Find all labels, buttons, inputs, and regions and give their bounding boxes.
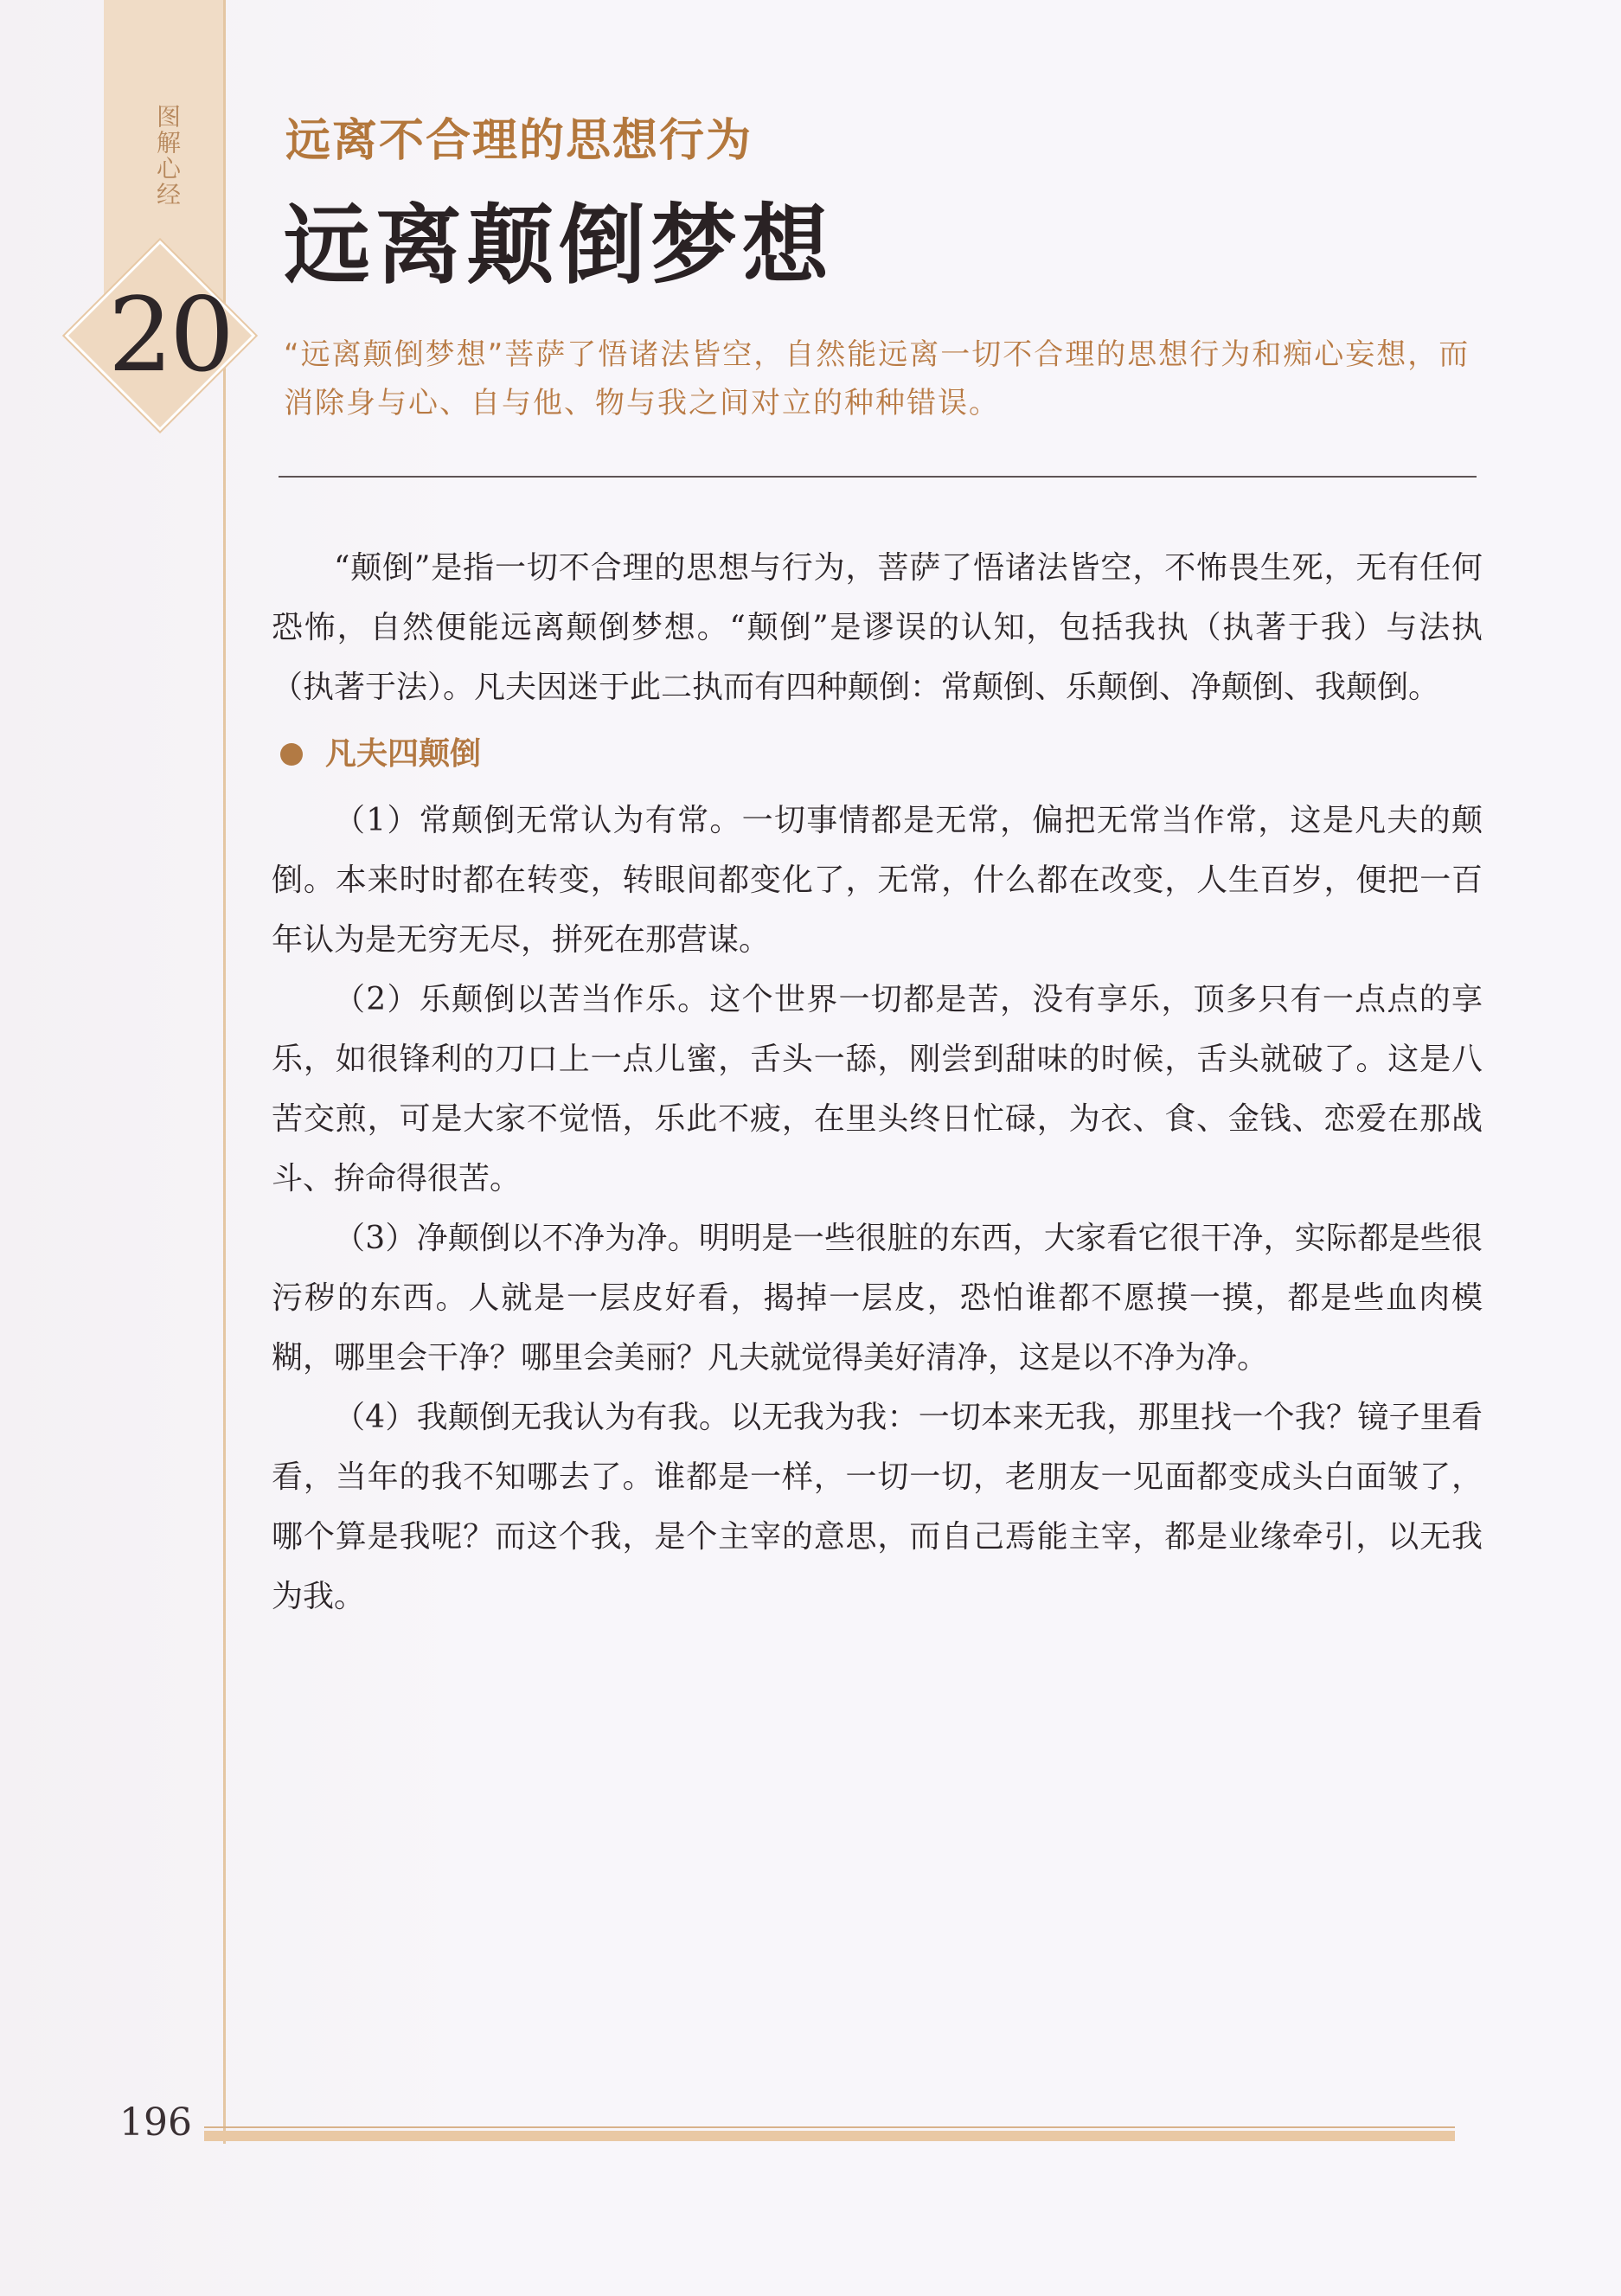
section-heading-label: 凡夫四颠倒 [325, 736, 482, 772]
section-heading [272, 724, 1483, 784]
chapter-number: 20 [107, 275, 232, 394]
footer-rule-thin [204, 2126, 1455, 2128]
list-item: （2）乐颠倒以苦当作乐。这个世界一切都是苦，没有享乐，顶多只有一点点的享乐，如很锋利的刀口上一点儿蜜，舌头一舔，刚尝到甜味的时候，舌头就破了。这是八苦交煎，可是大家不觉悟，乐此不疲，在里头终日忙碌，为衣、食、金钱、恋爱在那战斗、拚命得很苦。 [272, 982, 1483, 1196]
list-item: （1）常颠倒无常认为有常。一切事情都是无常，偏把无常当作常，这是凡夫的颠倒。本来时时都在转变，转眼间都变化了，无常，什么都在改变，人生百岁，便把一百年认为是无穷无尽，拼死在那营谋。 [272, 803, 1483, 958]
body-text [272, 538, 1483, 1626]
header-divider [279, 476, 1477, 478]
footer-rule [204, 2131, 1455, 2141]
list-item: （3）净颠倒以不净为净。明明是一些很脏的东西，大家看它很干净，实际都是些很污秽的东西。人就是一层皮好看，揭掉一层皮，恐怕谁都不愿摸一摸，都是些血肉模糊，哪里会干净？哪里会美丽？凡夫就觉得美好清净，这是以不净为净。 [272, 1221, 1483, 1376]
page-number: 196 [119, 2100, 192, 2145]
list-item: （4）我颠倒无我认为有我。以无我为我：一切本来无我，那里找一个我？镜子里看看，当年的我不知哪去了。谁都是一样，一切一切，老朋友一见面都变成头白面皱了，哪个算是我呢？而这个我，是个主宰的意思，而自己焉能主宰，都是业缘牵引，以无我为我。 [272, 1400, 1483, 1614]
section-subtitle: 远离不合理的思想行为 [285, 114, 753, 167]
bullet-icon [280, 743, 303, 766]
page-title: 远离颠倒梦想 [284, 194, 834, 296]
book-title-vertical: 图解心经 [153, 104, 182, 208]
intro-summary: “远离颠倒梦想”菩萨了悟诸法皆空，自然能远离一切不合理的思想行为和痴心妄想，而消除身与心、自与他、物与我之间对立的种种错误。 [284, 337, 1470, 420]
paragraph-intro: “颠倒”是指一切不合理的思想与行为，菩萨了悟诸法皆空，不怖畏生死，无有任何恐怖，自然便能远离颠倒梦想。“颠倒”是谬误的认知，包括我执（执著于我）与法执（执著于法）。凡夫因迷于此二执而有四种颠倒：常颠倒、乐颠倒、净颠倒、我颠倒。 [272, 550, 1483, 705]
